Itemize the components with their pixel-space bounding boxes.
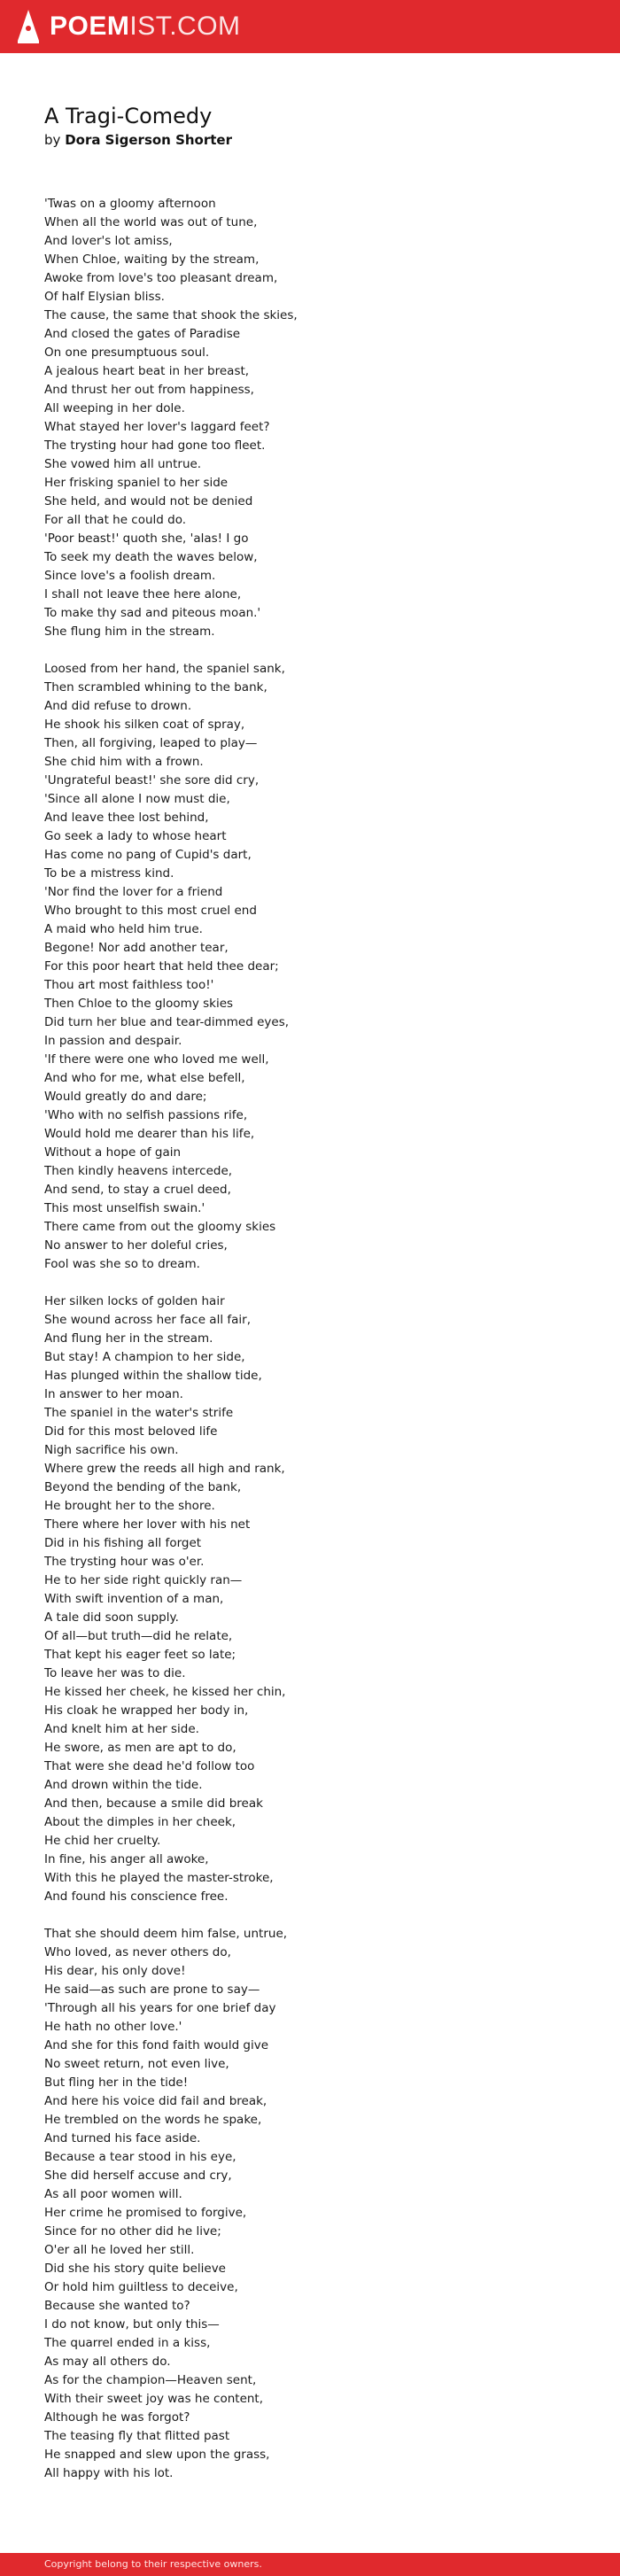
poem-line: There where her lover with his net: [44, 1517, 251, 1532]
poem-line: 'Poor beast!' quoth she, 'alas! I go: [44, 531, 249, 546]
poem-line: The trysting hour had gone too fleet.: [44, 438, 266, 453]
by-label: by: [44, 132, 61, 148]
poem-line: All weeping in her dole.: [44, 401, 185, 415]
poem-line: 'If there were one who loved me well,: [44, 1052, 269, 1067]
poem-line: And who for me, what else befell,: [44, 1071, 245, 1085]
poem-line: Thou art most faithless too!': [44, 978, 214, 992]
poem-line: Although he was forgot?: [44, 2410, 190, 2425]
poem-line: A jealous heart beat in her breast,: [44, 364, 250, 378]
poem-line: Then scrambled whining to the bank,: [44, 680, 267, 694]
poem-body: [44, 195, 576, 2502]
copyright-notice: Copyright belong to their respective owners.: [44, 2558, 262, 2570]
poem-line: As may all others do.: [44, 2355, 171, 2369]
poem-line: That kept his eager feet so late;: [44, 1648, 236, 1662]
poem-line: When all the world was out of tune,: [44, 215, 258, 229]
poem-line: Because a tear stood in his eye,: [44, 2150, 236, 2164]
poem-line: The spaniel in the water's strife: [44, 1406, 234, 1420]
poem-line: That she should deem him false, untrue,: [44, 1927, 288, 1941]
poem-line: Who brought to this most cruel end: [44, 904, 257, 918]
poem-line: Would hold me dearer than his life,: [44, 1127, 255, 1141]
poem-line: To make thy sad and piteous moan.': [44, 606, 261, 620]
poem-line: In answer to her moan.: [44, 1387, 183, 1401]
pen-nib-icon: [16, 9, 41, 44]
poem-line: He to her side right quickly ran—: [44, 1573, 243, 1587]
poem-line: No answer to her doleful cries,: [44, 1238, 228, 1253]
poem-line: He kissed her cheek, he kissed her chin,: [44, 1685, 286, 1699]
author-link[interactable]: Dora Sigerson Shorter: [65, 132, 232, 148]
poem-line: There came from out the gloomy skies: [44, 1220, 276, 1234]
poem-line: Since for no other did he live;: [44, 2224, 221, 2238]
footer-bar: [0, 2553, 620, 2576]
poem-line: She flung him in the stream.: [44, 625, 215, 639]
poem-line: Then Chloe to the gloomy skies: [44, 997, 234, 1011]
poem-line: Then, all forgiving, leaped to play—: [44, 736, 258, 750]
poem-line: 'Nor find the lover for a friend: [44, 885, 223, 899]
poem-line: Beyond the bending of the bank,: [44, 1480, 242, 1494]
site-name: POEMIST.COM: [50, 12, 241, 41]
poem-line: To be a mistress kind.: [44, 866, 174, 881]
poem-line: Because she wanted to?: [44, 2299, 190, 2313]
poem-line: He swore, as men are apt to do,: [44, 1741, 236, 1755]
poem-line: He brought her to the shore.: [44, 1499, 215, 1513]
poem-line: Nigh sacrifice his own.: [44, 1443, 179, 1457]
poem-line: I do not know, but only this—: [44, 2317, 220, 2332]
poem-line: And closed the gates of Paradise: [44, 327, 241, 341]
poem-line: Her frisking spaniel to her side: [44, 476, 229, 490]
poem-line: No sweet return, not even live,: [44, 2057, 229, 2071]
stanza: [44, 660, 576, 1274]
poem-line: Did she his story quite believe: [44, 2262, 226, 2276]
poem-line: And did refuse to drown.: [44, 699, 192, 713]
poem-line: Go seek a lady to whose heart: [44, 829, 227, 843]
poem-line: A tale did soon supply.: [44, 1610, 179, 1625]
poem-line: His cloak he wrapped her body in,: [44, 1703, 249, 1718]
poem-line: 'Ungrateful beast!' she sore did cry,: [44, 773, 260, 788]
poem-line: Did in his fishing all forget: [44, 1536, 202, 1550]
poem-line: He trembled on the words he spake,: [44, 2113, 262, 2127]
poem-line: I shall not leave thee here alone,: [44, 587, 242, 601]
stanza: [44, 1925, 576, 2483]
poem-line: He shook his silken coat of spray,: [44, 718, 245, 732]
poem-line: And then, because a smile did break: [44, 1796, 263, 1811]
poem-line: And leave thee lost behind,: [44, 811, 209, 825]
poem-line: He snapped and slew upon the grass,: [44, 2448, 270, 2462]
poem-title: A Tragi-Comedy: [44, 104, 213, 128]
poem-line: This most unselfish swain.': [44, 1201, 205, 1215]
poem-line: A maid who held him true.: [44, 922, 203, 936]
poem-line: Loosed from her hand, the spaniel sank,: [44, 662, 285, 676]
poem-line: The quarrel ended in a kiss,: [44, 2336, 211, 2350]
stanza: [44, 195, 576, 641]
poem-line: And found his conscience free.: [44, 1889, 229, 1904]
poem-line: Of all—but truth—did he relate,: [44, 1629, 233, 1643]
poem-line: Where grew the reeds all high and rank,: [44, 1462, 285, 1476]
poem-line: Awoke from love's too pleasant dream,: [44, 271, 278, 285]
poem-line: Then kindly heavens intercede,: [44, 1164, 233, 1178]
poem-line: What stayed her lover's laggard feet?: [44, 420, 270, 434]
poem-line: 'Twas on a gloomy afternoon: [44, 197, 216, 211]
poem-line: And she for this fond faith would give: [44, 2038, 269, 2052]
poem-line: The cause, the same that shook the skies,: [44, 308, 298, 322]
poem-line: She did herself accuse and cry,: [44, 2169, 232, 2183]
poem-line: The trysting hour was o'er.: [44, 1555, 205, 1569]
poem-line: Fool was she so to dream.: [44, 1257, 200, 1271]
poem-line: As for the champion—Heaven sent,: [44, 2373, 257, 2387]
poem-line: Would greatly do and dare;: [44, 1090, 207, 1104]
poem-line: He chid her cruelty.: [44, 1834, 161, 1848]
poem-line: She held, and would not be denied: [44, 494, 253, 508]
poem-line: When Chloe, waiting by the stream,: [44, 252, 260, 267]
poem-line: For this poor heart that held thee dear;: [44, 959, 279, 974]
byline: [44, 130, 232, 150]
top-bar: [0, 0, 620, 53]
poem-line: To seek my death the waves below,: [44, 550, 258, 564]
poem-line: Or hold him guiltless to deceive,: [44, 2280, 238, 2294]
poem-line: The teasing fly that flitted past: [44, 2429, 230, 2443]
poem-line: Who loved, as never others do,: [44, 1945, 231, 1959]
poem-line: And thrust her out from happiness,: [44, 383, 254, 397]
poem-line: Begone! Nor add another tear,: [44, 941, 229, 955]
poem-line: His dear, his only dove!: [44, 1964, 186, 1978]
poem-line: Her silken locks of golden hair: [44, 1294, 225, 1308]
poem-line: 'Through all his years for one brief day: [44, 2001, 276, 2015]
poem-line: Did turn her blue and tear-dimmed eyes,: [44, 1015, 290, 1029]
poem-line: Without a hope of gain: [44, 1145, 182, 1160]
poem-line: 'Since all alone I now must die,: [44, 792, 230, 806]
poem-line: For all that he could do.: [44, 513, 187, 527]
poem-line: 'Who with no selfish passions rife,: [44, 1108, 248, 1122]
poem-line: And drown within the tide.: [44, 1778, 203, 1792]
stanza: [44, 1292, 576, 1906]
poem-line: Her crime he promised to forgive,: [44, 2206, 247, 2220]
poem-line: Has come no pang of Cupid's dart,: [44, 848, 252, 862]
site-logo[interactable]: [16, 9, 241, 44]
poem-line: And lover's lot amiss,: [44, 234, 173, 248]
poem-line: And knelt him at her side.: [44, 1722, 199, 1736]
poem-line: And flung her in the stream.: [44, 1331, 213, 1346]
poem-line: In passion and despair.: [44, 1034, 182, 1048]
poem-line: That were she dead he'd follow too: [44, 1759, 255, 1773]
poem-line: He said—as such are prone to say—: [44, 1982, 260, 1997]
poem-line: And send, to stay a cruel deed,: [44, 1183, 231, 1197]
poem-line: With their sweet joy was he content,: [44, 2392, 264, 2406]
poem-line: On one presumptuous soul.: [44, 345, 210, 360]
poem-line: With swift invention of a man,: [44, 1592, 224, 1606]
poem-line: In fine, his anger all awoke,: [44, 1852, 209, 1866]
poem-line: She vowed him all untrue.: [44, 457, 202, 471]
poem-line: Did for this most beloved life: [44, 1424, 218, 1439]
poem-line: Since love's a foolish dream.: [44, 569, 216, 583]
poem-line: To leave her was to die.: [44, 1666, 186, 1680]
poem-line: All happy with his lot.: [44, 2466, 174, 2480]
poem-line: He hath no other love.': [44, 2020, 182, 2034]
poem-line: O'er all he loved her still.: [44, 2243, 195, 2257]
poem-line: And here his voice did fail and break,: [44, 2094, 267, 2108]
poem-line: She wound across her face all fair,: [44, 1313, 251, 1327]
poem-line: And turned his face aside.: [44, 2131, 201, 2145]
poem-line: She chid him with a frown.: [44, 755, 204, 769]
poem-line: Has plunged within the shallow tide,: [44, 1369, 262, 1383]
poem-line: But stay! A champion to her side,: [44, 1350, 245, 1364]
poem-line: Of half Elysian bliss.: [44, 290, 165, 304]
poem-line: With this he played the master-stroke,: [44, 1871, 274, 1885]
poem-line: But fling her in the tide!: [44, 2076, 189, 2090]
poem-line: As all poor women will.: [44, 2187, 182, 2201]
poem-line: About the dimples in her cheek,: [44, 1815, 236, 1829]
